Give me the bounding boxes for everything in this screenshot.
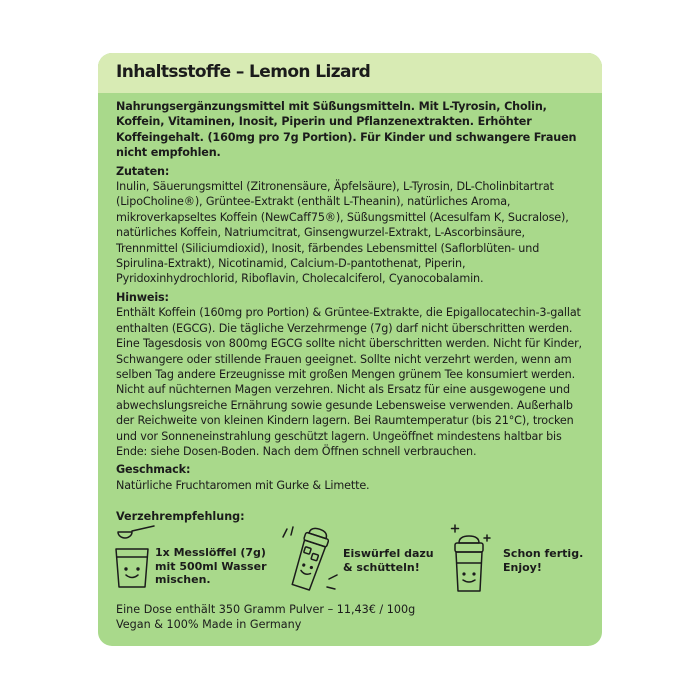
- dosage-step-1-text: 1x Messlöffel (7g) mit 500ml Wasser mischen.: [155, 546, 267, 586]
- ingredients-card: [98, 53, 602, 646]
- shaker-ready-icon: [443, 523, 497, 595]
- card-content: [116, 99, 588, 493]
- dosage-step-2-text: Eiswürfel dazu & schütteln!: [343, 547, 434, 574]
- footer-price: Eine Dose enthält 350 Gramm Pulver – 11,43€ / 100g: [116, 603, 416, 616]
- dosage-step-3: [443, 523, 497, 599]
- taste-text: Natürliche Fruchtaromen mit Gurke & Limette.: [116, 478, 370, 492]
- ingredients-text: Inulin, Säuerungsmittel (Zitronensäure, Äpfelsäure), L-Tyrosin, DL-Cholinbitartrat (LipoCholine®), Grüntee-Extrakt (enthält L-Theanin), natürliches Aroma, mikroverkapseltes Koffein (NewCaff75®), Süßungsmittel (Acesulfam K, Sucralose), natürliches Koffein, Natriumcitrat, Ginsengwurzel-Extrakt, L-Ascorbinsäure, Trennmittel (Siliciumdioxid), Inosit, färbendes Lebensmittel (Saflorblüten- und Spirulina-Extrakt), Nicotinamid, Calcium-D-pantothenat, Piperin, Pyridoxinhydrochlorid, Riboflavin, Cholecalciferol, Cyanocobalamin.: [116, 180, 569, 286]
- notice-heading: Hinweis:: [116, 290, 169, 304]
- scoop-cup-icon: [112, 523, 160, 593]
- footer-origin: Vegan & 100% Made in Germany: [116, 618, 302, 632]
- footer: [116, 602, 415, 633]
- intro-text: Nahrungsergänzungsmittel mit Süßungsmitteln. Mit L-Tyrosin, Cholin, Koffein, Vitaminen, Inosit, Piperin und Pflanzenextrakten. Erhöhter Koffeingehalt. (160mg pro 7g Portion). Für Kinder und schwangere Frauen nicht empfohlen.: [116, 100, 577, 160]
- shaker-ice-icon: [281, 523, 341, 595]
- dosage-step-3-text: Schon fertig. Enjoy!: [503, 547, 584, 574]
- notice-text: Enthält Koffein (160mg pro Portion) & Grüntee-Extrakte, die Epigallocatechin-3-gallat enthalten (EGCG). Die tägliche Verzehrmenge (7g) darf nicht überschritten werden. Eine Tagesdosis von 800mg EGCG sollte nicht überschritten werden. Nicht für Kinder, Schwangere oder stillende Frauen geeignet. Sollte nicht verzehrt werden, wenn am selben Tag andere Erzeugnisse mit großen Mengen grünem Tee konsumiert werden. Nicht auf nüchternen Magen verzehren. Nicht als Ersatz für eine ausgewogene und abwechslungsreiche Ernährung sowie gesunde Lebensweise verwenden. Außerhalb der Reichweite von kleinen Kindern lagern. Bei Raumtemperatur (bis 21°C), trocken und vor Sonneneinstrahlung geschützt lagern. Ungeöffnet mindestens haltbar bis Ende: siehe Dosen-Boden. Nach dem Öffnen schnell verbrauchen.: [116, 306, 582, 458]
- taste-heading: Geschmack:: [116, 463, 191, 477]
- ingredients-heading: Zutaten:: [116, 164, 170, 178]
- dosage-step-2: [281, 523, 341, 599]
- dosage-step-1: [112, 523, 160, 597]
- page-title: Inhaltsstoffe – Lemon Lizard: [116, 62, 371, 82]
- card-header: [98, 53, 602, 93]
- dosage-heading: Verzehrempfehlung:: [116, 510, 245, 523]
